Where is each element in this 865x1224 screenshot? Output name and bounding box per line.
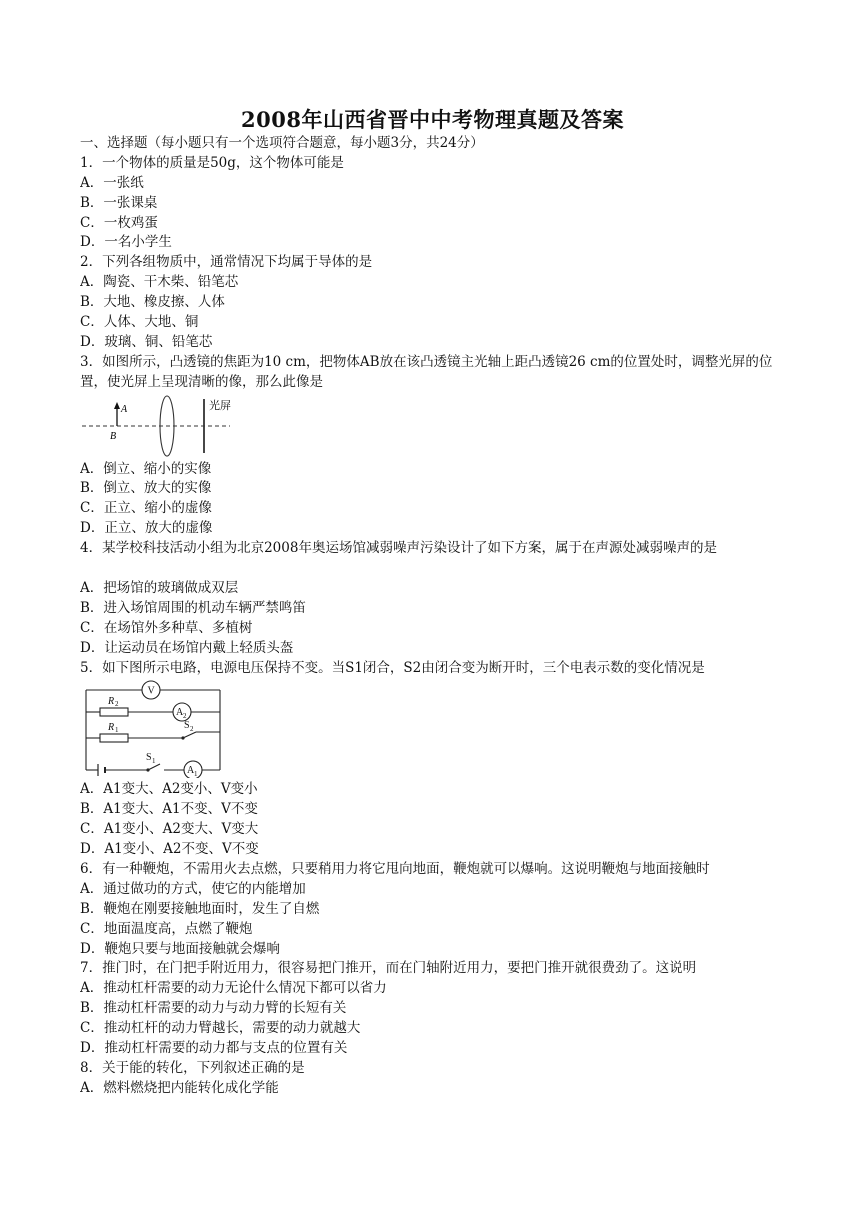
option-c: C．推动杠杆的动力臂越长，需要的动力就越大 — [80, 1020, 361, 1037]
label-a: A — [121, 403, 128, 415]
option-a: A．通过做功的方式，使它的内能增加 — [80, 880, 306, 897]
option-a: A．燃料燃烧把内能转化成化学能 — [80, 1079, 279, 1096]
exam-content — [80, 134, 788, 1099]
arrow-head-icon — [114, 402, 120, 409]
resistor-r1 — [100, 734, 128, 742]
option-c: C．在场馆外多种草、多植树 — [80, 619, 253, 636]
section-heading: 一、选择题（每小题只有一个选项符合题意，每小题3分，共24分） — [80, 135, 484, 151]
option-c: C．一枚鸡蛋 — [80, 214, 158, 231]
option-d: D．正立、放大的虚像 — [80, 520, 213, 537]
option-b: B．进入场馆周围的机动车辆严禁鸣笛 — [80, 599, 306, 616]
question-stem: 7．推门时，在门把手附近用力，很容易把门推开，而在门轴附近用力，要把门推开就很费劲了。这说明 — [80, 960, 697, 977]
option-d: D．A1变小、A2不变、V不变 — [80, 841, 259, 858]
option-b: B．推动杠杆需要的动力与动力臂的长短有关 — [80, 1000, 347, 1017]
question-stem: 1．一个物体的质量是50g，这个物体可能是 — [80, 154, 344, 171]
page-title: 2008年山西省晋中中考物理真题及答案 — [241, 107, 624, 132]
option-b: B．倒立、放大的实像 — [80, 480, 212, 497]
resistor-r2 — [100, 708, 128, 716]
label-r2: R — [108, 696, 115, 708]
option-c: C．A1变小、A2变大、V变大 — [80, 821, 259, 838]
switch-s1-contact — [146, 769, 149, 772]
option-d: D．推动杠杆需要的动力都与支点的位置有关 — [80, 1039, 348, 1056]
question-stem: 6．有一种鞭炮，不需用火去点燃，只要稍用力将它甩向地面，鞭炮就可以爆响。这说明鞭炮与地面接触时 — [80, 860, 710, 877]
label-s2: S — [184, 720, 190, 732]
option-d: D．玻璃、铜、铅笔芯 — [80, 333, 213, 350]
option-a: A．把场馆的玻璃做成双层 — [80, 579, 239, 596]
label-s1: S — [146, 752, 152, 764]
option-b: B．A1变大、A1不变、V不变 — [80, 801, 258, 818]
label-a1-sub: 1 — [194, 770, 198, 779]
label-a1: A — [187, 765, 195, 777]
option-a: A．推动杠杆需要的动力无论什么情况下都可以省力 — [80, 980, 387, 997]
label-r2-sub: 2 — [115, 700, 119, 709]
option-d: D．鞭炮只要与地面接触就会爆响 — [80, 940, 280, 957]
option-b: B．大地、橡皮擦、人体 — [80, 294, 225, 311]
option-a: A．A1变大、A2变小、V变小 — [80, 781, 258, 798]
label-screen: 光屏 — [209, 398, 231, 412]
circuit-figure — [80, 678, 230, 778]
label-b: B — [110, 430, 117, 442]
option-a: A．倒立、缩小的实像 — [80, 460, 212, 477]
label-a2-sub: 2 — [183, 712, 187, 721]
question-stem: 2．下列各组物质中，通常情况下均属于导体的是 — [80, 254, 373, 271]
option-a: A．陶瓷、干木柴、铅笔芯 — [80, 274, 239, 291]
label-s1-sub: 1 — [152, 757, 156, 766]
option-b: B．一张课桌 — [80, 194, 158, 211]
option-c: C．地面温度高，点燃了鞭炮 — [80, 920, 253, 937]
label-v: V — [147, 685, 155, 697]
label-a2: A — [176, 707, 184, 719]
label-r1-sub: 1 — [115, 726, 119, 735]
option-a: A．一张纸 — [80, 174, 144, 191]
question-stem: 5．如下图所示电路，电源电压保持不变。当S1闭合，S2由闭合变为断开时，三个电表示数的变化情况是 — [80, 659, 705, 676]
option-d: D．让运动员在场馆内戴上轻质头盔 — [80, 639, 294, 656]
option-d: D．一名小学生 — [80, 234, 172, 251]
option-c: C．正立、缩小的虚像 — [80, 500, 212, 517]
question-stem: 4．某学校科技活动小组为北京2008年奥运场馆减弱噪声污染设计了如下方案，属于在声源处减弱噪声的是 — [80, 540, 717, 557]
label-s2-sub: 2 — [190, 725, 194, 734]
question-stem: 3．如图所示，凸透镜的焦距为10 cm，把物体AB放在该凸透镜主光轴上距凸透镜26 cm的位置处时，调整光屏的位置，使光屏上呈现清晰的像，那么此像是 — [80, 353, 773, 390]
label-r1: R — [108, 722, 115, 734]
question-stem: 8．关于能的转化，下列叙述正确的是 — [80, 1059, 305, 1076]
switch-s2-contact — [181, 737, 184, 740]
option-b: B．鞭炮在刚要接触地面时，发生了自燃 — [80, 900, 320, 917]
option-c: C．人体、大地、铜 — [80, 314, 199, 331]
lens-figure — [80, 395, 240, 457]
